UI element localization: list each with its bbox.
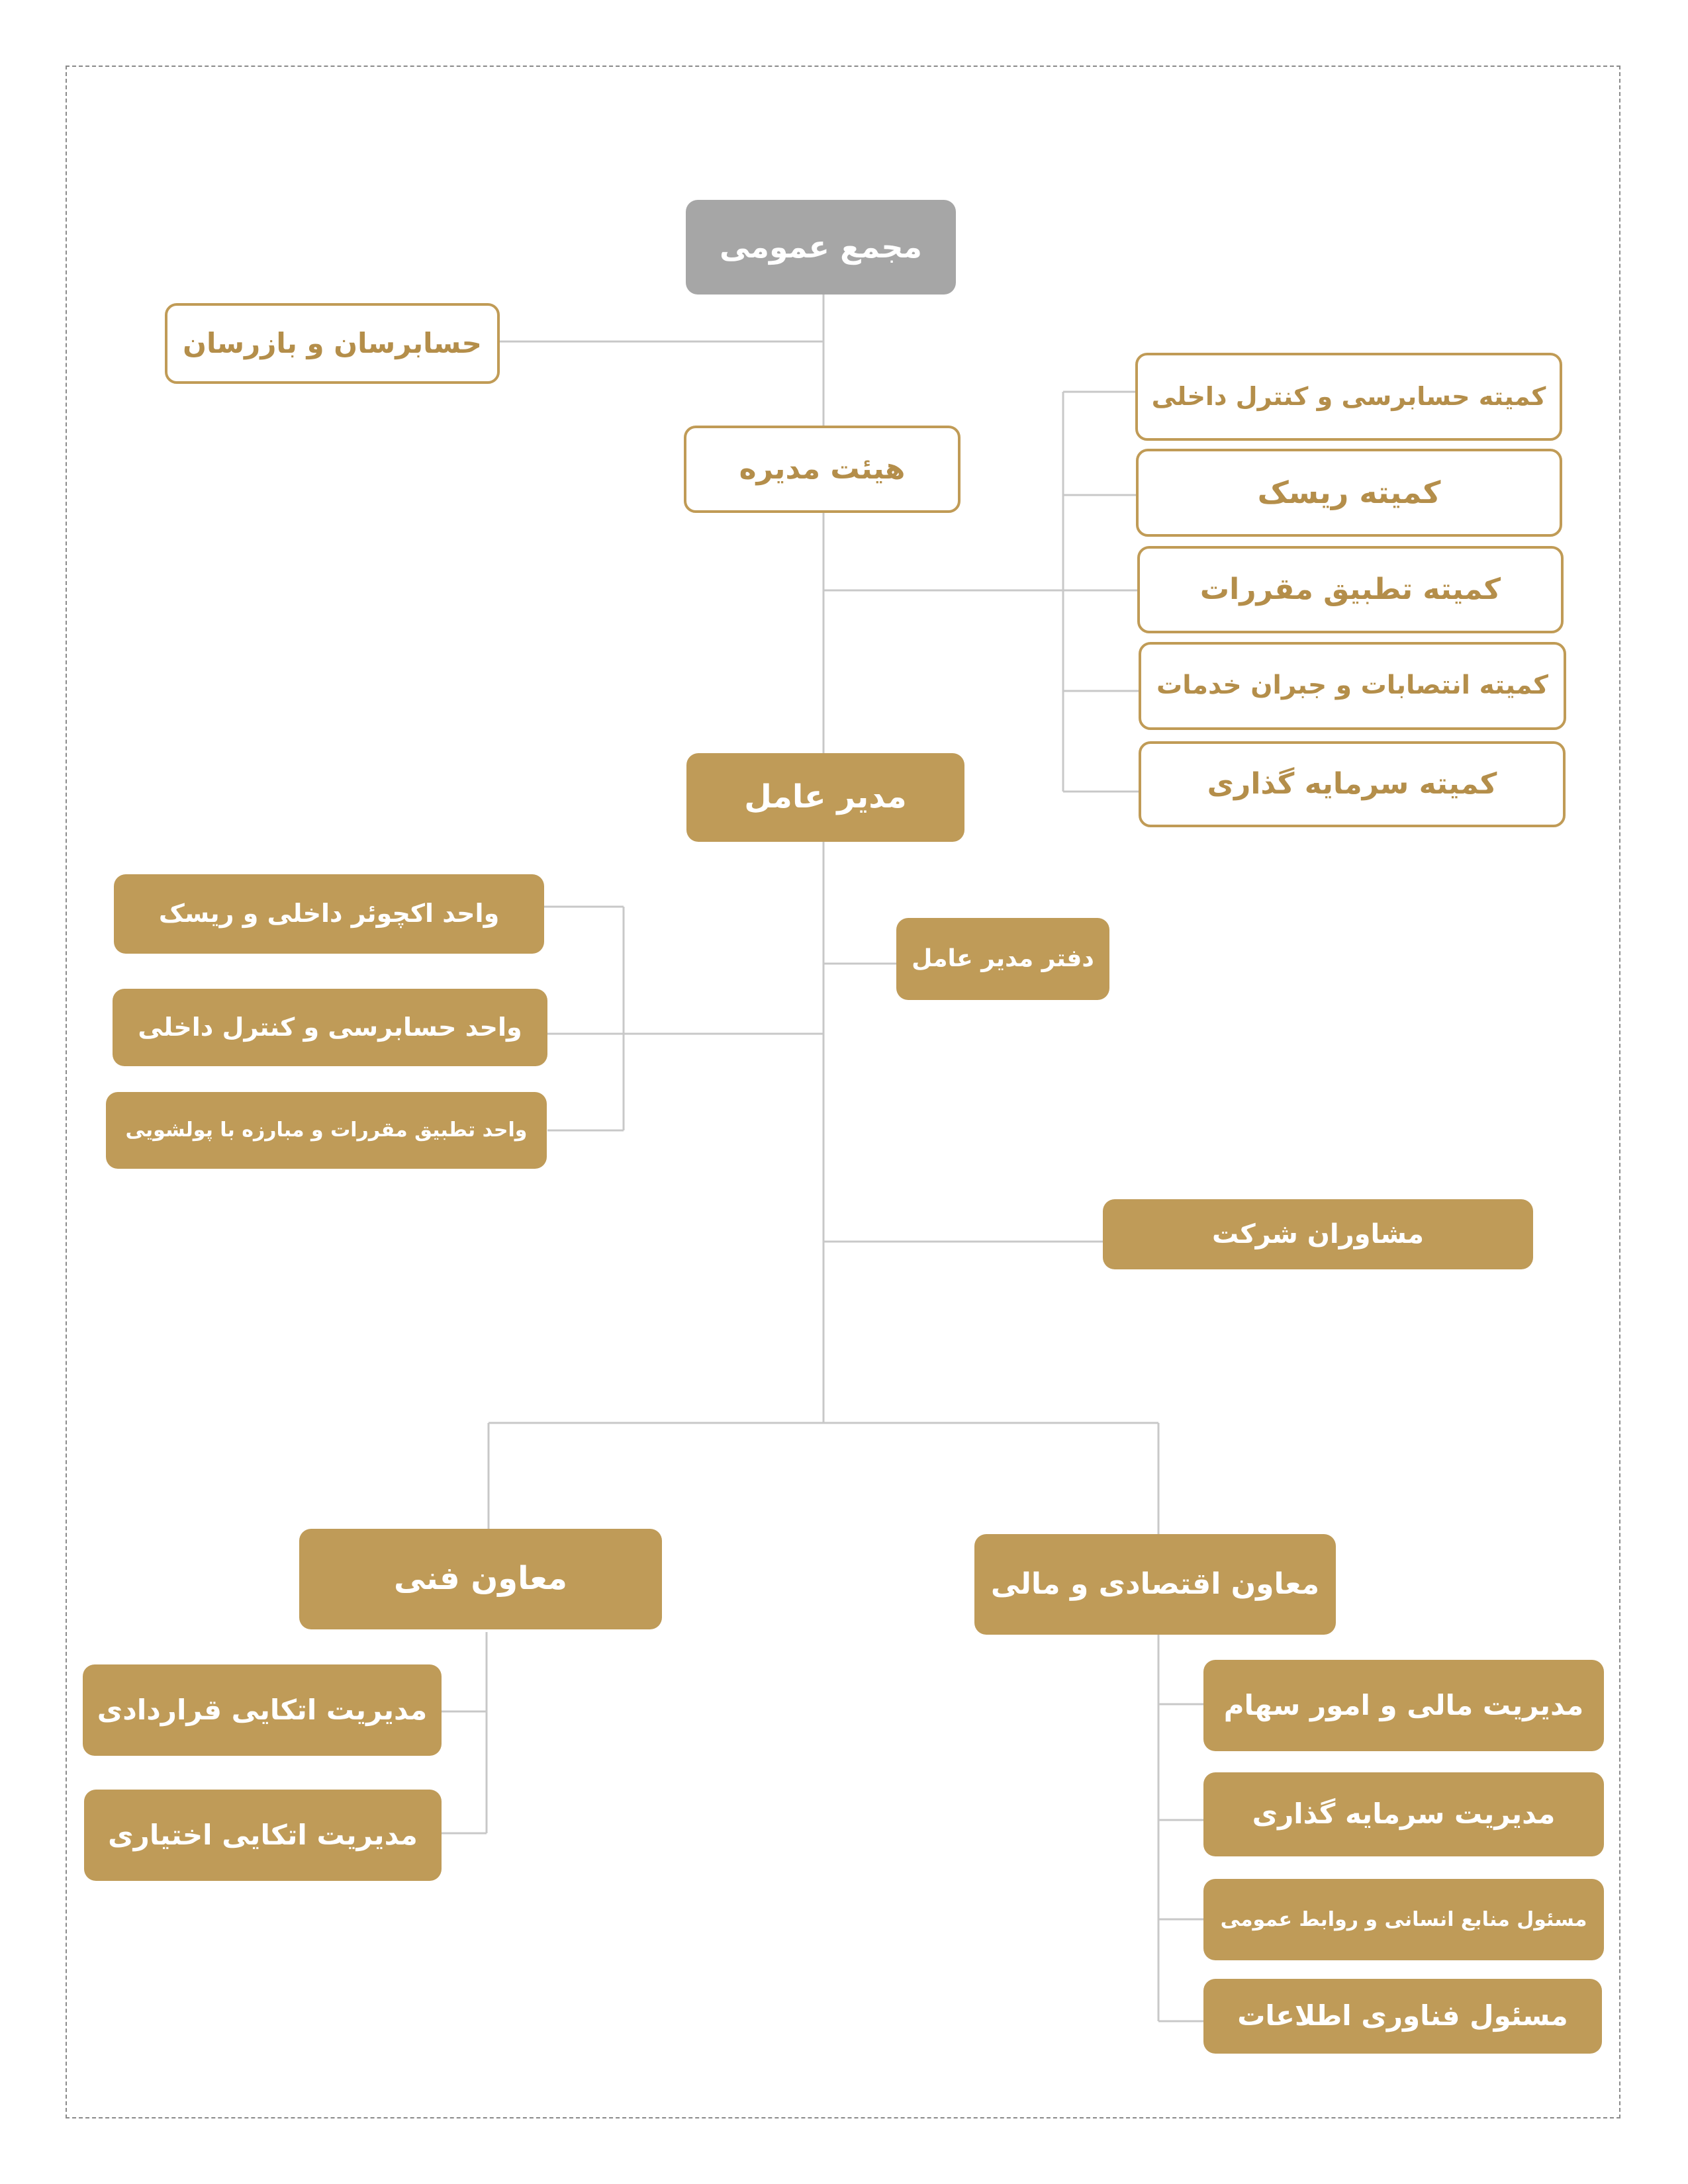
- finance-shares-label: مدیریت مالی و امور سهام: [1223, 1688, 1584, 1721]
- board-box: [684, 426, 961, 513]
- auditors-box: [165, 303, 500, 384]
- ceo-box: [686, 753, 964, 842]
- investment-mgmt-label: مدیریت سرمایه گذاری: [1252, 1797, 1556, 1831]
- general-assembly-label: مجمع عمومی: [719, 228, 923, 265]
- committee-nomination-box: [1139, 642, 1566, 730]
- committee-audit-label: کمیته حسابرسی و کنترل داخلی: [1151, 381, 1546, 411]
- hr-pr-box: [1203, 1879, 1604, 1960]
- committee-investment-label: کمیته سرمایه گذاری: [1207, 766, 1497, 801]
- hr-pr-label: مسئول منابع انسانی و روابط عمومی: [1220, 1907, 1587, 1931]
- contract-reinsurance-label: مدیریت اتکایی قراردادی: [97, 1693, 428, 1726]
- committee-risk-box: [1136, 449, 1562, 537]
- investment-mgmt-box: [1203, 1772, 1604, 1856]
- unit-audit-box: [113, 989, 547, 1066]
- it-label: مسئول فناوری اطلاعات: [1237, 1999, 1568, 2032]
- auditors-label: حسابرسان و بازرسان: [183, 326, 482, 359]
- committee-compliance-box: [1137, 546, 1564, 633]
- optional-reinsurance-label: مدیریت اتکایی اختیاری: [108, 1818, 418, 1851]
- finance-shares-box: [1203, 1660, 1604, 1751]
- general-assembly-box: [686, 200, 956, 295]
- finance-deputy-box: [974, 1534, 1336, 1635]
- committee-audit-box: [1135, 353, 1562, 441]
- ceo-label: مدیر عامل: [744, 778, 907, 816]
- unit-compliance-risk-label: واحد اکچوئر داخلی و ریسک: [158, 899, 500, 929]
- it-box: [1203, 1979, 1602, 2054]
- unit-aml-label: واحد تطبیق مقررات و مبارزه با پولشویی: [125, 1118, 528, 1142]
- advisors-label: مشاوران شرکت: [1212, 1219, 1424, 1250]
- optional-reinsurance-box: [84, 1790, 442, 1881]
- ceo-office-label: دفتر مدیر عامل: [912, 945, 1094, 973]
- committee-compliance-label: کمیته تطبیق مقررات: [1199, 572, 1501, 606]
- advisors-box: [1103, 1199, 1533, 1269]
- contract-reinsurance-box: [83, 1664, 442, 1756]
- committee-nomination-label: کمیته انتصابات و جبران خدمات: [1156, 670, 1548, 701]
- technical-deputy-label: معاون فنی: [394, 1560, 567, 1598]
- finance-deputy-label: معاون اقتصادی و مالی: [990, 1567, 1320, 1601]
- unit-audit-label: واحد حسابرسی و کنترل داخلی: [138, 1012, 522, 1042]
- board-label: هیئت مدیره: [739, 451, 906, 486]
- ceo-office-box: [896, 918, 1109, 1000]
- committee-risk-label: کمیته ریسک: [1257, 474, 1441, 510]
- unit-aml-box: [106, 1092, 547, 1169]
- committee-investment-box: [1139, 741, 1566, 827]
- unit-compliance-risk-box: [114, 874, 544, 954]
- technical-deputy-box: [299, 1529, 662, 1629]
